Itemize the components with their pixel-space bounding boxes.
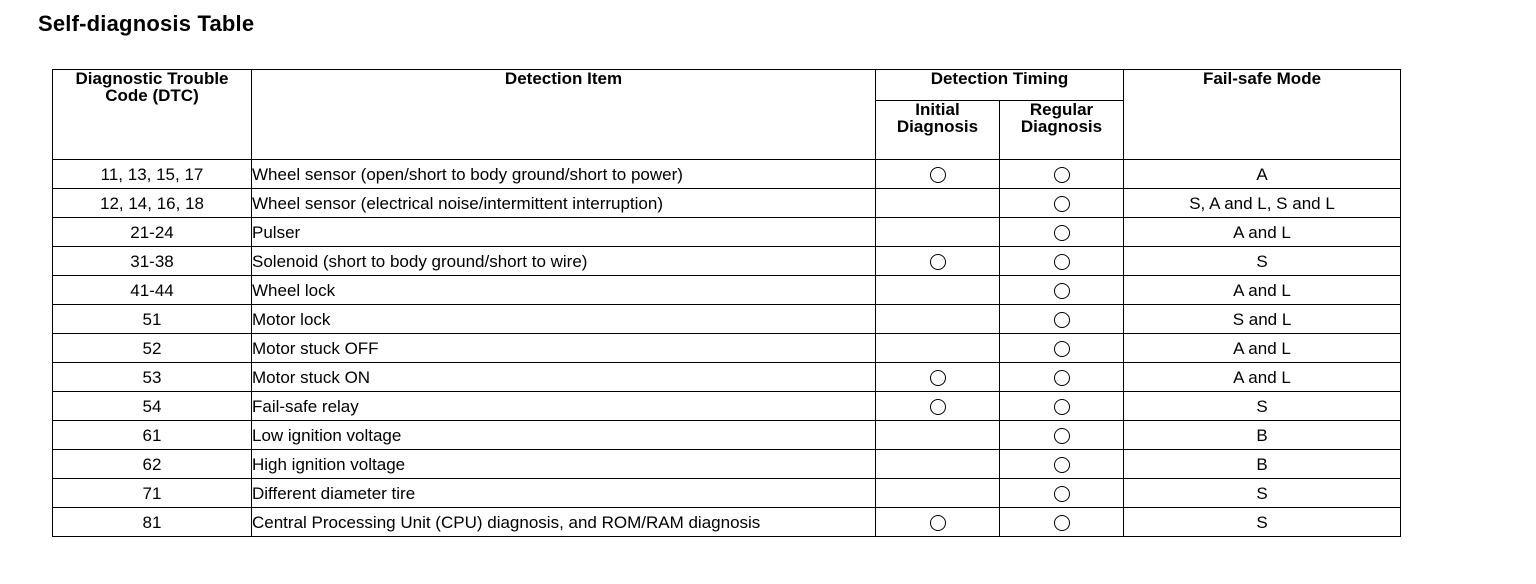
table-row [53,334,1401,363]
header-detection-item: Detection Item [252,70,876,160]
regular-diagnosis-cell [1000,218,1124,247]
initial-diagnosis-cell [876,218,1000,247]
circle-icon [1054,283,1070,299]
page-title: Self-diagnosis Table [38,11,255,36]
circle-icon [1054,196,1070,212]
detection-item-cell: Wheel sensor (open/short to body ground/short to power) [252,160,876,189]
dtc-cell: 51 [53,305,252,334]
regular-diagnosis-cell [1000,276,1124,305]
regular-diagnosis-cell [1000,247,1124,276]
initial-diagnosis-cell [876,363,1000,392]
fail-safe-mode-cell: A and L [1124,334,1401,363]
initial-diagnosis-cell [876,479,1000,508]
fail-safe-mode-cell: B [1124,450,1401,479]
detection-item-cell: High ignition voltage [252,450,876,479]
initial-diagnosis-cell [876,450,1000,479]
dtc-cell: 11, 13, 15, 17 [53,160,252,189]
initial-diagnosis-cell [876,334,1000,363]
circle-icon [1054,399,1070,415]
circle-icon [1054,341,1070,357]
circle-icon [930,515,946,531]
detection-item-cell: Motor stuck OFF [252,334,876,363]
detection-item-cell: Wheel lock [252,276,876,305]
detection-item-cell: Different diameter tire [252,479,876,508]
header-dtc-line2: Code (DTC) [105,86,199,105]
table-row [53,508,1401,537]
detection-item-cell: Pulser [252,218,876,247]
regular-diagnosis-cell [1000,160,1124,189]
circle-icon [1054,457,1070,473]
fail-safe-mode-cell: S and L [1124,305,1401,334]
regular-diagnosis-cell [1000,421,1124,450]
fail-safe-mode-cell: A and L [1124,276,1401,305]
dtc-cell: 12, 14, 16, 18 [53,189,252,218]
detection-item-cell: Low ignition voltage [252,421,876,450]
header-dtc [53,70,252,160]
fail-safe-mode-cell: A [1124,160,1401,189]
fail-safe-mode-cell: A and L [1124,218,1401,247]
header-fail-safe-mode: Fail-safe Mode [1124,70,1401,160]
detection-item-cell: Fail-safe relay [252,392,876,421]
header-regular-diagnosis [1000,101,1124,160]
regular-diagnosis-cell [1000,392,1124,421]
header-regular-line1: Regular [1029,100,1094,119]
circle-icon [930,399,946,415]
initial-diagnosis-cell [876,160,1000,189]
circle-icon [1054,225,1070,241]
initial-diagnosis-cell [876,421,1000,450]
detection-item-cell: Solenoid (short to body ground/short to wire) [252,247,876,276]
fail-safe-mode-cell: S [1124,392,1401,421]
table-row [53,392,1401,421]
circle-icon [930,167,946,183]
circle-icon [1054,312,1070,328]
table-row [53,305,1401,334]
circle-icon [1054,486,1070,502]
table-row [53,479,1401,508]
initial-diagnosis-cell [876,508,1000,537]
regular-diagnosis-cell [1000,189,1124,218]
header-initial-diagnosis [876,101,1000,160]
table-row [53,450,1401,479]
fail-safe-mode-cell: A and L [1124,363,1401,392]
regular-diagnosis-cell [1000,305,1124,334]
dtc-cell: 81 [53,508,252,537]
detection-item-cell: Motor stuck ON [252,363,876,392]
table-body [53,160,1401,537]
initial-diagnosis-cell [876,189,1000,218]
dtc-cell: 53 [53,363,252,392]
table-row [53,160,1401,189]
initial-diagnosis-cell [876,305,1000,334]
header-initial-line2: Diagnosis [896,117,979,136]
table-row [53,421,1401,450]
fail-safe-mode-cell: S [1124,508,1401,537]
dtc-cell: 71 [53,479,252,508]
fail-safe-mode-cell: S [1124,479,1401,508]
detection-item-cell: Central Processing Unit (CPU) diagnosis, and ROM/RAM diagnosis [252,508,876,537]
table-row [53,363,1401,392]
fail-safe-mode-cell: B [1124,421,1401,450]
table-row [53,247,1401,276]
regular-diagnosis-cell [1000,479,1124,508]
circle-icon [930,370,946,386]
dtc-cell: 21-24 [53,218,252,247]
dtc-cell: 52 [53,334,252,363]
circle-icon [1054,515,1070,531]
self-diagnosis-table [52,69,1401,537]
header-regular-line2: Diagnosis [1020,117,1103,136]
header-dtc-line1: Diagnostic Trouble [75,69,229,88]
circle-icon [1054,167,1070,183]
dtc-cell: 41-44 [53,276,252,305]
fail-safe-mode-cell: S [1124,247,1401,276]
header-initial-line1: Initial [915,100,960,119]
header-detection-timing: Detection Timing [876,70,1124,101]
regular-diagnosis-cell [1000,508,1124,537]
regular-diagnosis-cell [1000,334,1124,363]
table-row [53,189,1401,218]
dtc-cell: 61 [53,421,252,450]
table-row [53,276,1401,305]
regular-diagnosis-cell [1000,363,1124,392]
dtc-cell: 31-38 [53,247,252,276]
detection-item-cell: Motor lock [252,305,876,334]
circle-icon [930,254,946,270]
initial-diagnosis-cell [876,392,1000,421]
circle-icon [1054,370,1070,386]
circle-icon [1054,254,1070,270]
initial-diagnosis-cell [876,247,1000,276]
dtc-cell: 62 [53,450,252,479]
initial-diagnosis-cell [876,276,1000,305]
table-row [53,218,1401,247]
circle-icon [1054,428,1070,444]
regular-diagnosis-cell [1000,450,1124,479]
detection-item-cell: Wheel sensor (electrical noise/intermittent interruption) [252,189,876,218]
fail-safe-mode-cell: S, A and L, S and L [1124,189,1401,218]
dtc-cell: 54 [53,392,252,421]
